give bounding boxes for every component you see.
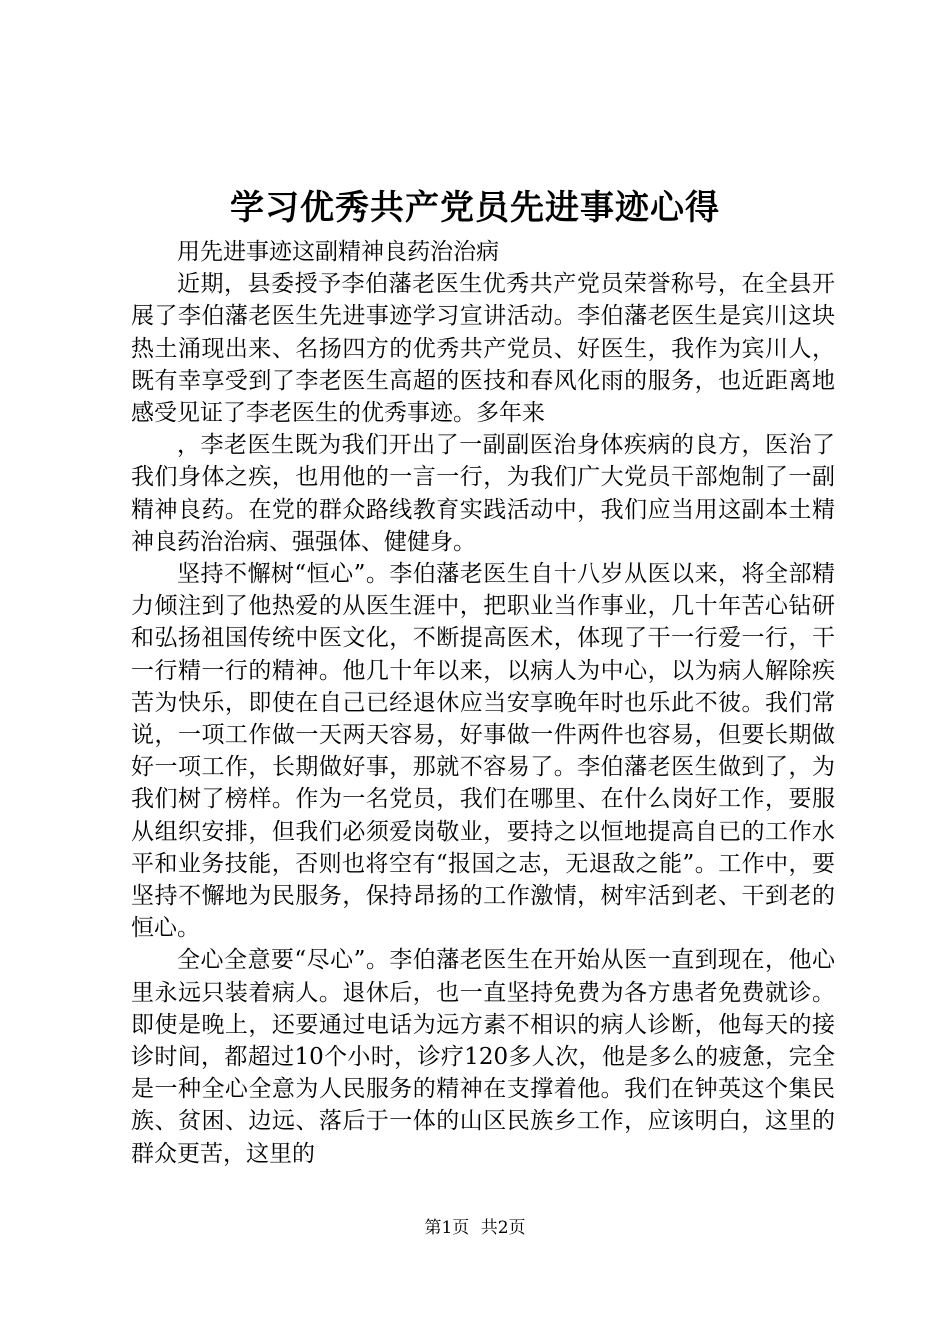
page-number: 第1页 (424, 1218, 470, 1238)
body-paragraph: 全心全意要“尽心”。李伯藩老医生在开始从医一直到现在，他心里永远只装着病人。退休后，也一直坚持免费为各方患者免费就诊。即使是晚上，还要通过电话为远方素不相识的病人诊断，他每天的接诊时间，都超过10个小时，诊疗120多人次，他是多么的疲惫，完全是一种全心全意为人民服务的精神在支撑着他。我们在钟英这个集民族、贫困、边远、落后于一体的山区民族乡工作，应该明白，这里的群众更苦，这里的 (131, 947, 835, 1167)
body-paragraph: 近期，县委授予李伯藩老医生优秀共产党员荣誉称号，在全县开展了李伯藩老医生先进事迹学习宣讲活动。李伯藩老医生是宾川这块热土涌现出来、名扬四方的优秀共产党员、好医生，我作为宾川人，既有幸享受到了李老医生高超的医技和春风化雨的服务，也近距离地感受见证了李老医生的优秀事迹。多年来 (131, 271, 835, 427)
page-total: 共2页 (480, 1218, 526, 1238)
body-paragraph: ，李老医生既为我们开出了一副副医治身体疾病的良方，医治了我们身体之疾，也用他的一言一行，为我们广大党员干部炮制了一副精神良药。在党的群众路线教育实践活动中，我们应当用这副本土精神良药治治病、强强体、健健身。 (131, 432, 835, 555)
document-title: 学习优秀共产党员先进事迹心得 (230, 188, 720, 228)
body-paragraph-subtitle: 用先进事迹这副精神良药治治病 (177, 239, 499, 265)
document-body (131, 236, 835, 1170)
page-footer (0, 1215, 950, 1241)
body-paragraph: 坚持不懈树“恒心”。李伯藩老医生自十八岁从医以来，将全部精力倾注到了他热爱的从医生涯中，把职业当作事业，几十年苦心钻研和弘扬祖国传统中医文化，不断提高医术，体现了干一行爱一行，干一行精一行的精神。他几十年以来，以病人为中心，以为病人解除疾苦为快乐，即使在自己已经退休应当安享晚年时也乐此不彼。我们常说，一项工作做一天两天容易，好事做一件两件也容易，但要长期做好一项工作，长期做好事，那就不容易了。李伯藩老医生做到了，为我们树了榜样。作为一名党员，我们在哪里、在什么岗好工作，要服从组织安排，但我们必须爱岗敬业，要持之以恒地提高自已的工作水平和业务技能，否则也将空有“报国之志，无退敌之能”。工作中，要坚持不懈地为民服务，保持昂扬的工作激情，树牢活到老、干到老的恒心。 (131, 561, 835, 942)
